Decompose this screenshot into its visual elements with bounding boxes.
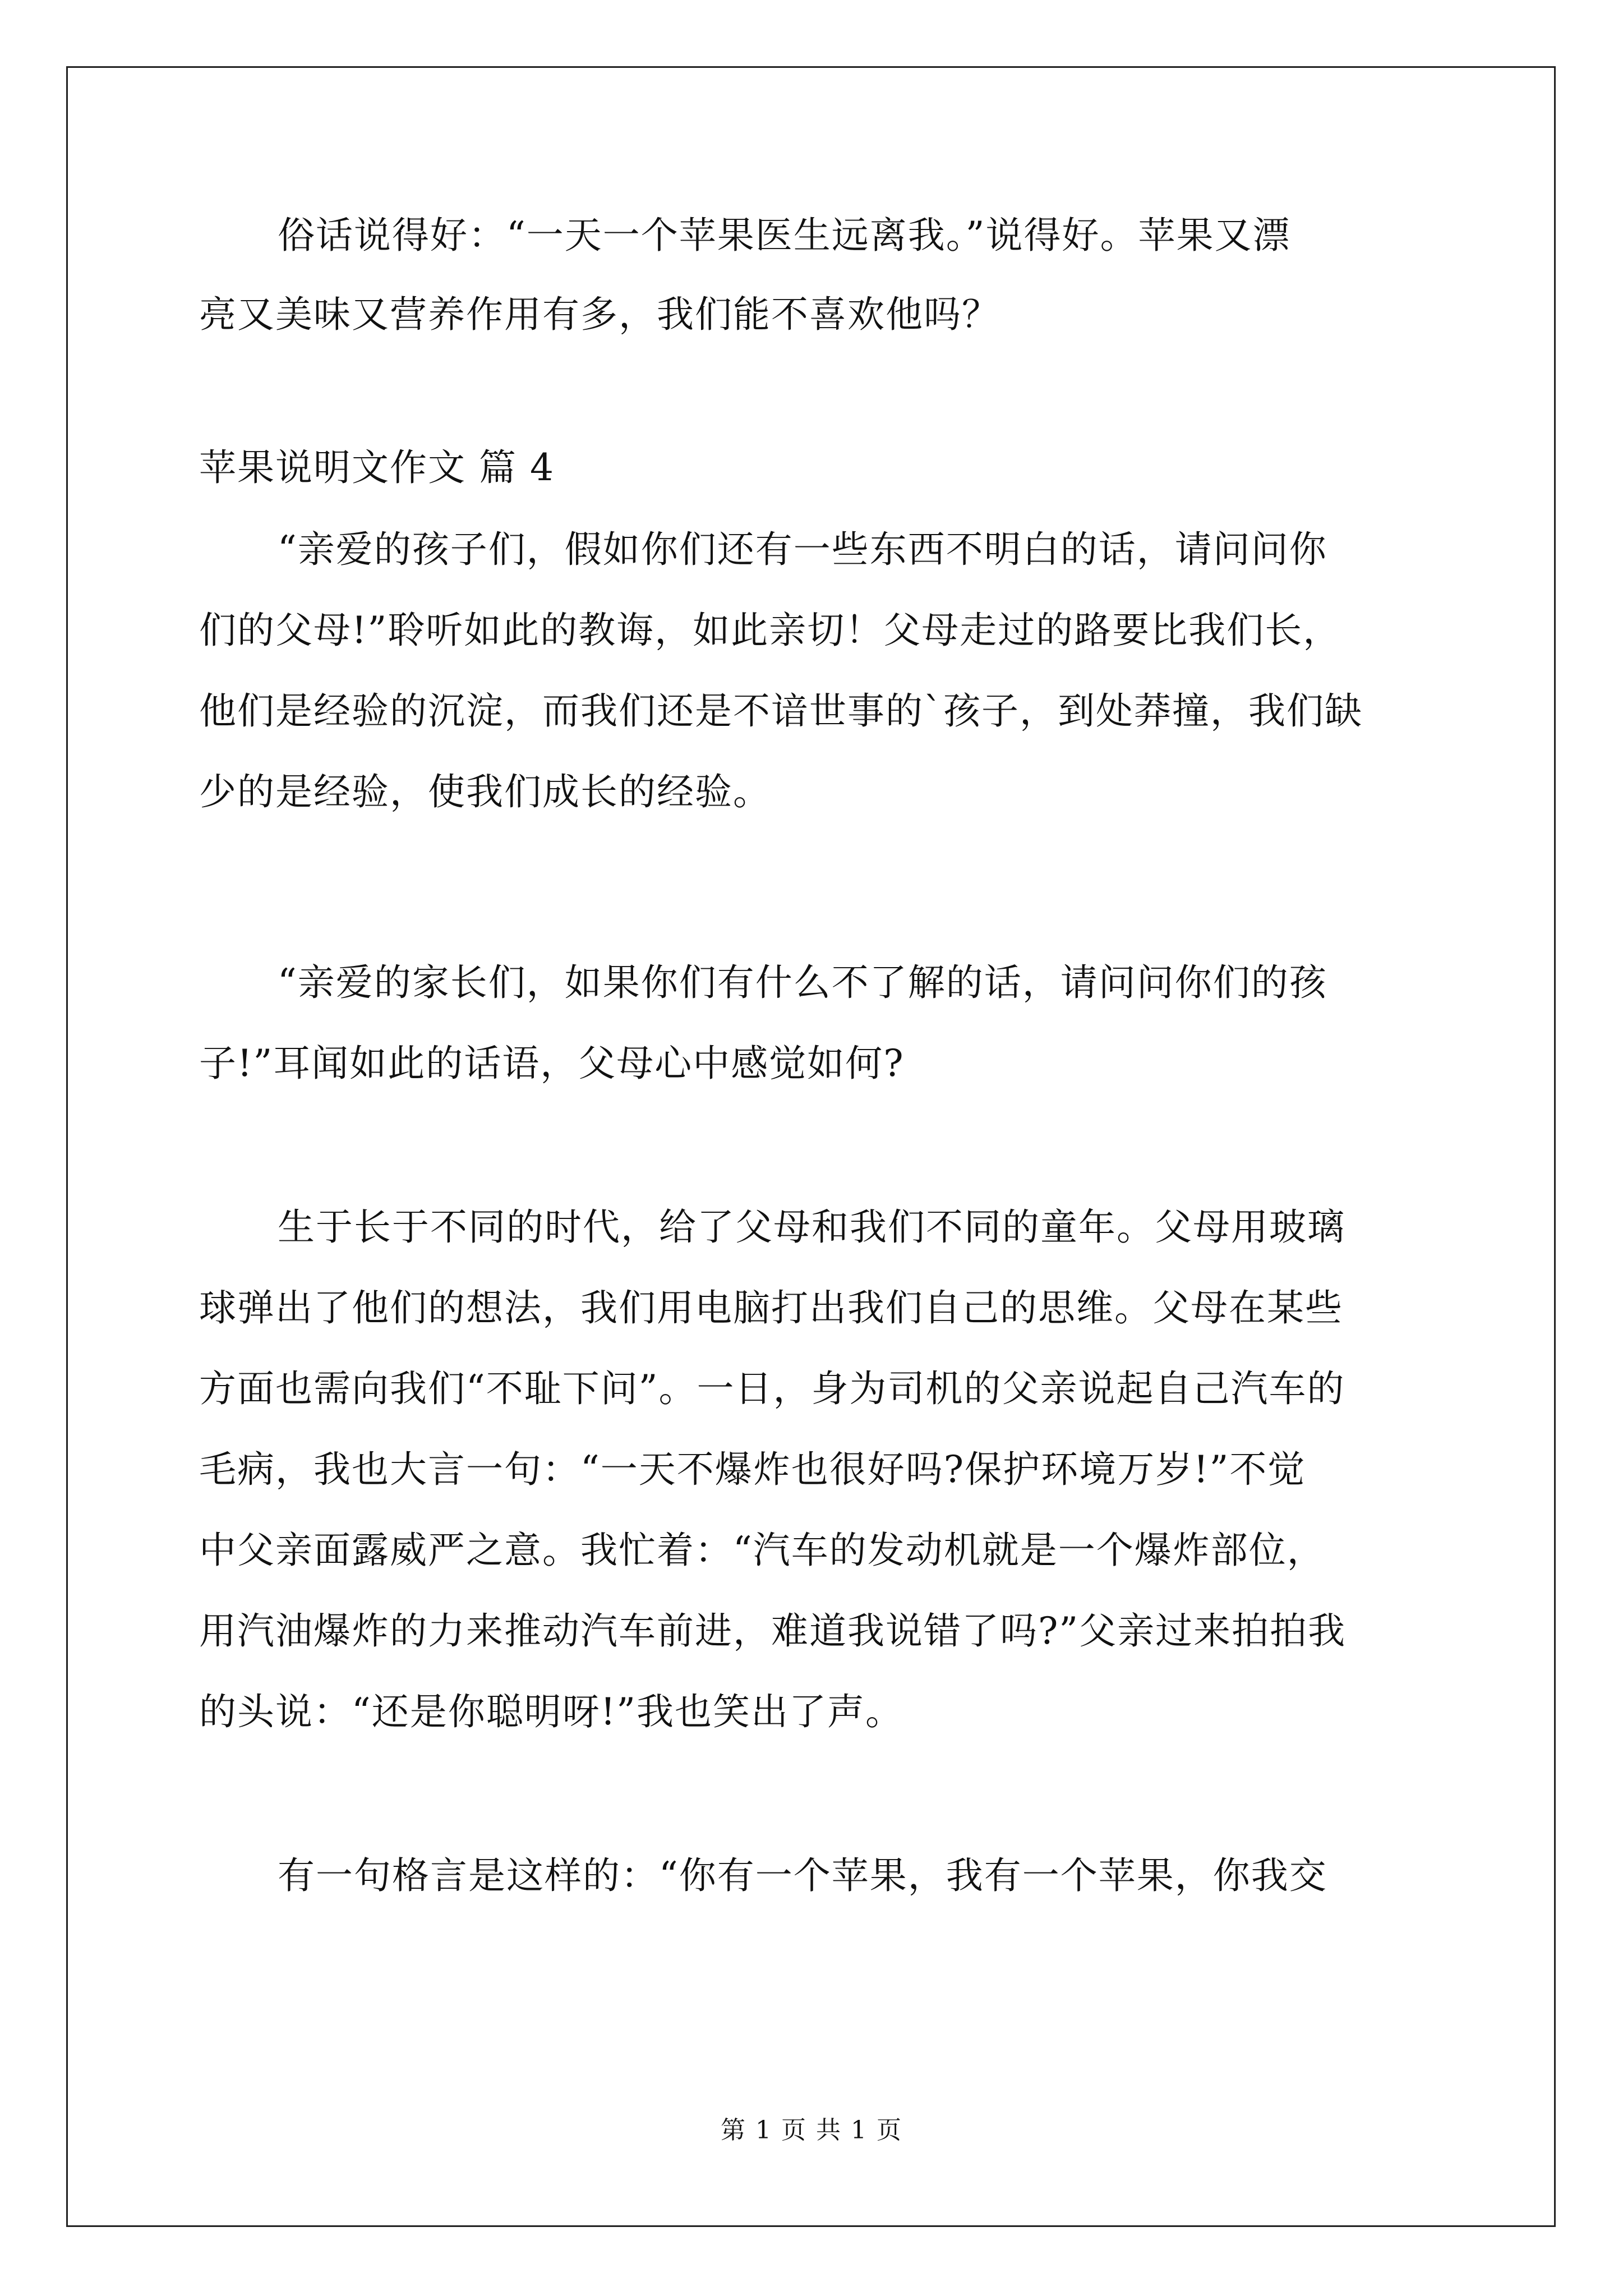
paragraph-line: 中父亲面露威严之意。我忙着：“汽车的发动机就是一个爆炸部位， [199, 1529, 1325, 1572]
paragraph-line: 少的是经验，使我们成长的经验。 [199, 770, 771, 813]
section-heading: 苹果说明文作文 篇 4 [199, 446, 555, 489]
paragraph-line: 方面也需向我们“不耻下问”。一日，身为司机的父亲说起自己汽车的 [199, 1367, 1345, 1410]
paragraph-line: 的头说：“还是你聪明呀!”我也笑出了声。 [199, 1690, 904, 1733]
paragraph-line: 球弹出了他们的想法，我们用电脑打出我们自己的思维。父母在某些 [199, 1286, 1343, 1329]
paragraph-line: 用汽油爆炸的力来推动汽车前进，难道我说错了吗?”父亲过来拍拍我 [199, 1609, 1347, 1653]
page-border [66, 66, 1556, 2227]
paragraph-line: 他们是经验的沉淀，而我们还是不谙世事的`孩子，到处莽撞，我们缺 [199, 689, 1363, 733]
paragraph-line: 亮又美味又营养作用有多，我们能不喜欢他吗？ [199, 293, 1000, 336]
paragraph-line: “亲爱的家长们，如果你们有什么不了解的话，请问问你们的孩 [278, 961, 1327, 1004]
paragraph-line: 们的父母!”聆听如此的教诲，如此亲切！父母走过的路要比我们长， [199, 609, 1341, 652]
paragraph-line: 生于长于不同的时代，给了父母和我们不同的童年。父母用玻璃 [278, 1205, 1345, 1249]
page-number: 第 1 页 共 1 页 [721, 2116, 902, 2145]
paragraph-line: 毛病，我也大言一句：“一天不爆炸也很好吗?保护环境万岁!”不觉 [199, 1448, 1306, 1491]
paragraph-line: 有一句格言是这样的：“你有一个苹果，我有一个苹果，你我交 [278, 1854, 1327, 1897]
paragraph-line: 子!”耳闻如此的话语，父母心中感觉如何? [199, 1042, 905, 1085]
paragraph-line: “亲爱的孩子们，假如你们还有一些东西不明白的话，请问问你 [278, 528, 1327, 571]
paragraph-line: 俗话说得好：“一天一个苹果医生远离我。”说得好。苹果又漂 [278, 214, 1291, 257]
